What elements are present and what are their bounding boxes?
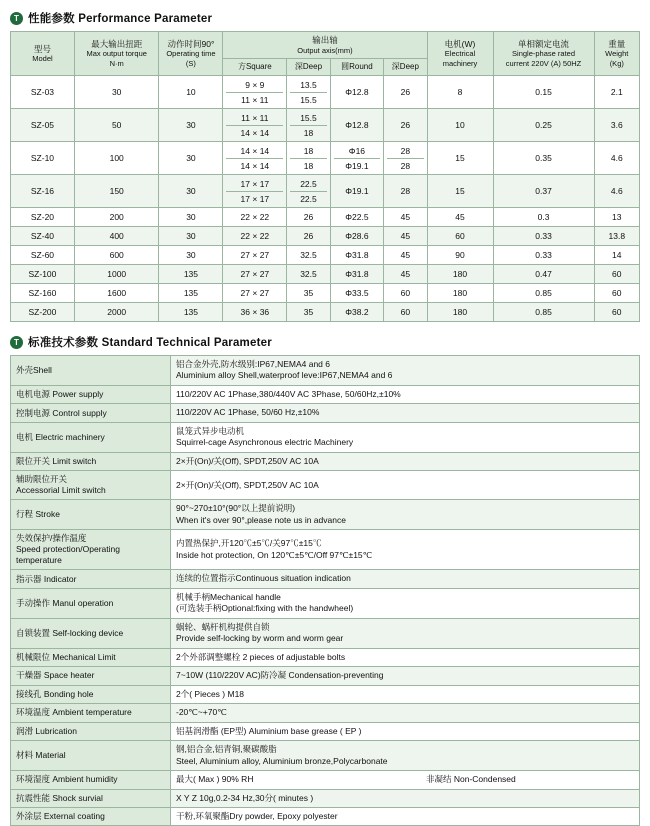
table-row: [11, 500, 640, 530]
cell-weight: 13: [594, 208, 639, 227]
cell-weight: 2.1: [594, 76, 639, 109]
cell-time: 30: [159, 175, 223, 208]
cell-round-depth: 28: [384, 175, 427, 208]
standard-table-body: [11, 356, 640, 826]
performance-parameter-table: [10, 31, 640, 322]
cell-round-depth: 26: [384, 76, 427, 109]
cell-torque: 100: [74, 142, 159, 175]
param-label: 干燥器 Space heater: [11, 667, 171, 685]
param-label: 环境温度 Ambient temperature: [11, 704, 171, 722]
param-value: 7~10W (110/220V AC)防冷凝 Condensation-preventing: [171, 667, 640, 685]
cell-time: 30: [159, 208, 223, 227]
cell-motor: 10: [427, 109, 493, 142]
cell-round-depth: 45: [384, 227, 427, 246]
col-output-axis: 输出轴 Output axis(mm): [223, 32, 427, 59]
col-torque: 最大输出扭距 Max output torque N·m: [74, 32, 159, 76]
param-value: 机械手柄Mechanical handle (可选装手柄Optional:fixing with the handwheel): [171, 588, 640, 618]
cell-current: 0.15: [493, 76, 594, 109]
cell-model: SZ-05: [11, 109, 75, 142]
cell-model: SZ-60: [11, 246, 75, 265]
cell-torque: 1600: [74, 284, 159, 303]
cell-motor: 45: [427, 208, 493, 227]
section-badge-icon-2: T: [10, 336, 23, 349]
cell-square: 14 × 14 14 × 14: [223, 142, 287, 175]
col-model: 型号 Model: [11, 32, 75, 76]
cell-square-depth: 35: [287, 284, 330, 303]
param-label: 指示器 Indicator: [11, 570, 171, 588]
table-row: [11, 722, 640, 740]
cell-current: 0.33: [493, 246, 594, 265]
param-value: 铝合金外壳,防水级别:IP67,NEMA4 and 6 Aluminium alloy Shell,waterproof leve:IP67,NEMA4 and 6: [171, 356, 640, 386]
table-row: [11, 303, 640, 322]
param-value: -20℃~+70℃: [171, 704, 640, 722]
table-row: [11, 667, 640, 685]
param-label: 抗震性能 Shock survial: [11, 789, 171, 807]
param-label: 电机 Electric machinery: [11, 422, 171, 452]
cell-weight: 13.8: [594, 227, 639, 246]
cell-model: SZ-160: [11, 284, 75, 303]
cell-motor: 90: [427, 246, 493, 265]
cell-round-depth: 45: [384, 265, 427, 284]
param-value: 内置热保护,开120℃±5℃/关97℃±15℃ Inside hot protection, On 120℃±5℃/Off 97℃±15℃: [171, 530, 640, 570]
table-row: [11, 175, 640, 208]
performance-table-body: [11, 76, 640, 322]
cell-model: SZ-03: [11, 76, 75, 109]
cell-square: 22 × 22: [223, 208, 287, 227]
cell-time: 135: [159, 303, 223, 322]
param-value: 2×开(On)/关(Off), SPDT,250V AC 10A: [171, 471, 640, 500]
param-label: 机械限位 Mechanical Limit: [11, 648, 171, 666]
cell-square-depth: 35: [287, 303, 330, 322]
section-badge-icon: T: [10, 12, 23, 25]
section-title-standard: 标准技术参数 Standard Technical Parameter: [28, 337, 272, 349]
cell-motor: 60: [427, 227, 493, 246]
table-row: [11, 771, 640, 789]
param-value: 2个( Pieces ) M18: [171, 685, 640, 703]
cell-torque: 2000: [74, 303, 159, 322]
param-label: 控制电源 Control supply: [11, 404, 171, 422]
table-row: [11, 530, 640, 570]
cell-motor: 180: [427, 265, 493, 284]
cell-torque: 1000: [74, 265, 159, 284]
cell-square: 22 × 22: [223, 227, 287, 246]
cell-round: Φ19.1: [330, 175, 384, 208]
table-row: [11, 422, 640, 452]
col-weight: 重量 Weight (Kg): [594, 32, 639, 76]
param-value: X Y Z 10g,0.2-34 Hz,30分( minutes ): [171, 789, 640, 807]
cell-square-depth: 22.5 22.5: [287, 175, 330, 208]
cell-round: Φ38.2: [330, 303, 384, 322]
table-header-row: [11, 32, 640, 59]
cell-model: SZ-200: [11, 303, 75, 322]
param-value: 铝基润滑酯 (EP型) Aluminium base grease ( EP ): [171, 722, 640, 740]
param-value: 2个外部调整螺栓 2 pieces of adjustable bolts: [171, 648, 640, 666]
param-label: 接线孔 Bonding hole: [11, 685, 171, 703]
param-value: 蜗轮、蜗杆机构提供自锁 Provide self-locking by worm and worm gear: [171, 618, 640, 648]
table-row: [11, 452, 640, 470]
param-value: 110/220V AC 1Phase,380/440V AC 3Phase, 50/60Hz,±10%: [171, 385, 640, 403]
cell-square-depth: 32.5: [287, 265, 330, 284]
param-label: 外涂层 External coating: [11, 808, 171, 826]
cell-round-depth: 45: [384, 246, 427, 265]
cell-round: Φ33.5: [330, 284, 384, 303]
cell-torque: 200: [74, 208, 159, 227]
param-label: 行程 Stroke: [11, 500, 171, 530]
table-row: [11, 685, 640, 703]
param-value: 110/220V AC 1Phase, 50/60 Hz,±10%: [171, 404, 640, 422]
cell-current: 0.47: [493, 265, 594, 284]
col-operating-time: 动作时间90° Operating time (S): [159, 32, 223, 76]
cell-round: Φ22.5: [330, 208, 384, 227]
table-row: [11, 109, 640, 142]
col-rated-current: 单相额定电流 Single-phase rated current 220V (A) 50HZ: [493, 32, 594, 76]
cell-time: 135: [159, 265, 223, 284]
cell-motor: 15: [427, 175, 493, 208]
param-label: 润滑 Lubrication: [11, 722, 171, 740]
col-round-depth: 深Deep: [384, 59, 427, 76]
cell-weight: 60: [594, 265, 639, 284]
cell-motor: 15: [427, 142, 493, 175]
table-row: [11, 356, 640, 386]
param-label: 辅助限位开关 Accessorial Limit switch: [11, 471, 171, 500]
cell-time: 30: [159, 142, 223, 175]
table-row: [11, 648, 640, 666]
table-row: [11, 588, 640, 618]
cell-square-depth: 15.5 18: [287, 109, 330, 142]
cell-current: 0.85: [493, 284, 594, 303]
cell-square-depth: 18 18: [287, 142, 330, 175]
param-label: 失效保护/操作温度 Speed protection/Operating temperature: [11, 530, 171, 570]
cell-weight: 60: [594, 303, 639, 322]
table-row: [11, 741, 640, 771]
cell-motor: 8: [427, 76, 493, 109]
param-label: 环境湿度 Ambient humidity: [11, 771, 171, 789]
cell-square: 11 × 11 14 × 14: [223, 109, 287, 142]
col-square-depth: 深Deep: [287, 59, 330, 76]
cell-torque: 400: [74, 227, 159, 246]
param-value: 干粉,环氧聚酯Dry powder, Epoxy polyester: [171, 808, 640, 826]
cell-round: Φ12.8: [330, 76, 384, 109]
table-row: [11, 76, 640, 109]
table-row: [11, 471, 640, 500]
param-label: 自锁装置 Self-locking device: [11, 618, 171, 648]
cell-square-depth: 32.5: [287, 246, 330, 265]
cell-square: 9 × 9 11 × 11: [223, 76, 287, 109]
cell-square: 27 × 27: [223, 246, 287, 265]
cell-time: 30: [159, 109, 223, 142]
cell-weight: 60: [594, 284, 639, 303]
cell-round: Φ31.8: [330, 265, 384, 284]
cell-square: 36 × 36: [223, 303, 287, 322]
cell-current: 0.25: [493, 109, 594, 142]
cell-time: 30: [159, 246, 223, 265]
cell-torque: 150: [74, 175, 159, 208]
table-row: [11, 227, 640, 246]
cell-time: 10: [159, 76, 223, 109]
cell-square: 27 × 27: [223, 284, 287, 303]
cell-model: SZ-20: [11, 208, 75, 227]
cell-torque: 50: [74, 109, 159, 142]
standard-technical-parameter-table: [10, 355, 640, 826]
cell-time: 30: [159, 227, 223, 246]
section-header-standard: [10, 334, 640, 350]
cell-round-depth: 26: [384, 109, 427, 142]
col-square: 方Square: [223, 59, 287, 76]
param-label: 限位开关 Limit switch: [11, 452, 171, 470]
param-value: 鼠笼式异步电动机 Squirrel-cage Asynchronous electric Machinery: [171, 422, 640, 452]
table-row: [11, 808, 640, 826]
cell-torque: 30: [74, 76, 159, 109]
cell-weight: 3.6: [594, 109, 639, 142]
cell-model: SZ-16: [11, 175, 75, 208]
col-round: 圆Round: [330, 59, 384, 76]
cell-motor: 180: [427, 284, 493, 303]
cell-round-depth: 60: [384, 284, 427, 303]
cell-square: 27 × 27: [223, 265, 287, 284]
param-label: 外壳Shell: [11, 356, 171, 386]
section-title-performance: 性能参数 Performance Parameter: [28, 13, 213, 25]
cell-round-depth: 60: [384, 303, 427, 322]
cell-motor: 180: [427, 303, 493, 322]
cell-current: 0.85: [493, 303, 594, 322]
table-row: [11, 385, 640, 403]
cell-round-depth: 28 28: [384, 142, 427, 175]
col-motor: 电机(W) Electrical machinery: [427, 32, 493, 76]
cell-time: 135: [159, 284, 223, 303]
param-value: 连续的位置指示Continuous situation indication: [171, 570, 640, 588]
table-row: [11, 265, 640, 284]
cell-round: Φ31.8: [330, 246, 384, 265]
table-row: [11, 284, 640, 303]
table-row: [11, 570, 640, 588]
table-row: [11, 704, 640, 722]
param-value: 最大( Max ) 90% RH 非凝结 Non-Condensed: [171, 771, 640, 789]
cell-model: SZ-100: [11, 265, 75, 284]
cell-weight: 4.6: [594, 175, 639, 208]
cell-model: SZ-10: [11, 142, 75, 175]
cell-current: 0.37: [493, 175, 594, 208]
cell-weight: 4.6: [594, 142, 639, 175]
param-value: 90°~270±10°(90°以上提前说明) When it's over 90°,please note us in advance: [171, 500, 640, 530]
param-value: 钢,铝合金,铝青铜,聚碳酸脂 Steel, Aluminium alloy, Aluminium bronze,Polycarbonate: [171, 741, 640, 771]
table-row: [11, 142, 640, 175]
cell-square-depth: 26: [287, 208, 330, 227]
cell-square-depth: 13.5 15.5: [287, 76, 330, 109]
cell-current: 0.35: [493, 142, 594, 175]
cell-round-depth: 45: [384, 208, 427, 227]
cell-round: Φ16 Φ19.1: [330, 142, 384, 175]
section-header-performance: [10, 10, 640, 26]
param-label: 手动操作 Manul operation: [11, 588, 171, 618]
cell-square-depth: 26: [287, 227, 330, 246]
cell-model: SZ-40: [11, 227, 75, 246]
table-row: [11, 404, 640, 422]
cell-current: 0.3: [493, 208, 594, 227]
param-value: 2×开(On)/关(Off), SPDT,250V AC 10A: [171, 452, 640, 470]
cell-round: Φ28.6: [330, 227, 384, 246]
cell-torque: 600: [74, 246, 159, 265]
table-row: [11, 246, 640, 265]
table-row: [11, 618, 640, 648]
param-label: 电机电源 Power supply: [11, 385, 171, 403]
table-row: [11, 208, 640, 227]
param-label: 材料 Material: [11, 741, 171, 771]
cell-square: 17 × 17 17 × 17: [223, 175, 287, 208]
cell-weight: 14: [594, 246, 639, 265]
cell-round: Φ12.8: [330, 109, 384, 142]
cell-current: 0.33: [493, 227, 594, 246]
